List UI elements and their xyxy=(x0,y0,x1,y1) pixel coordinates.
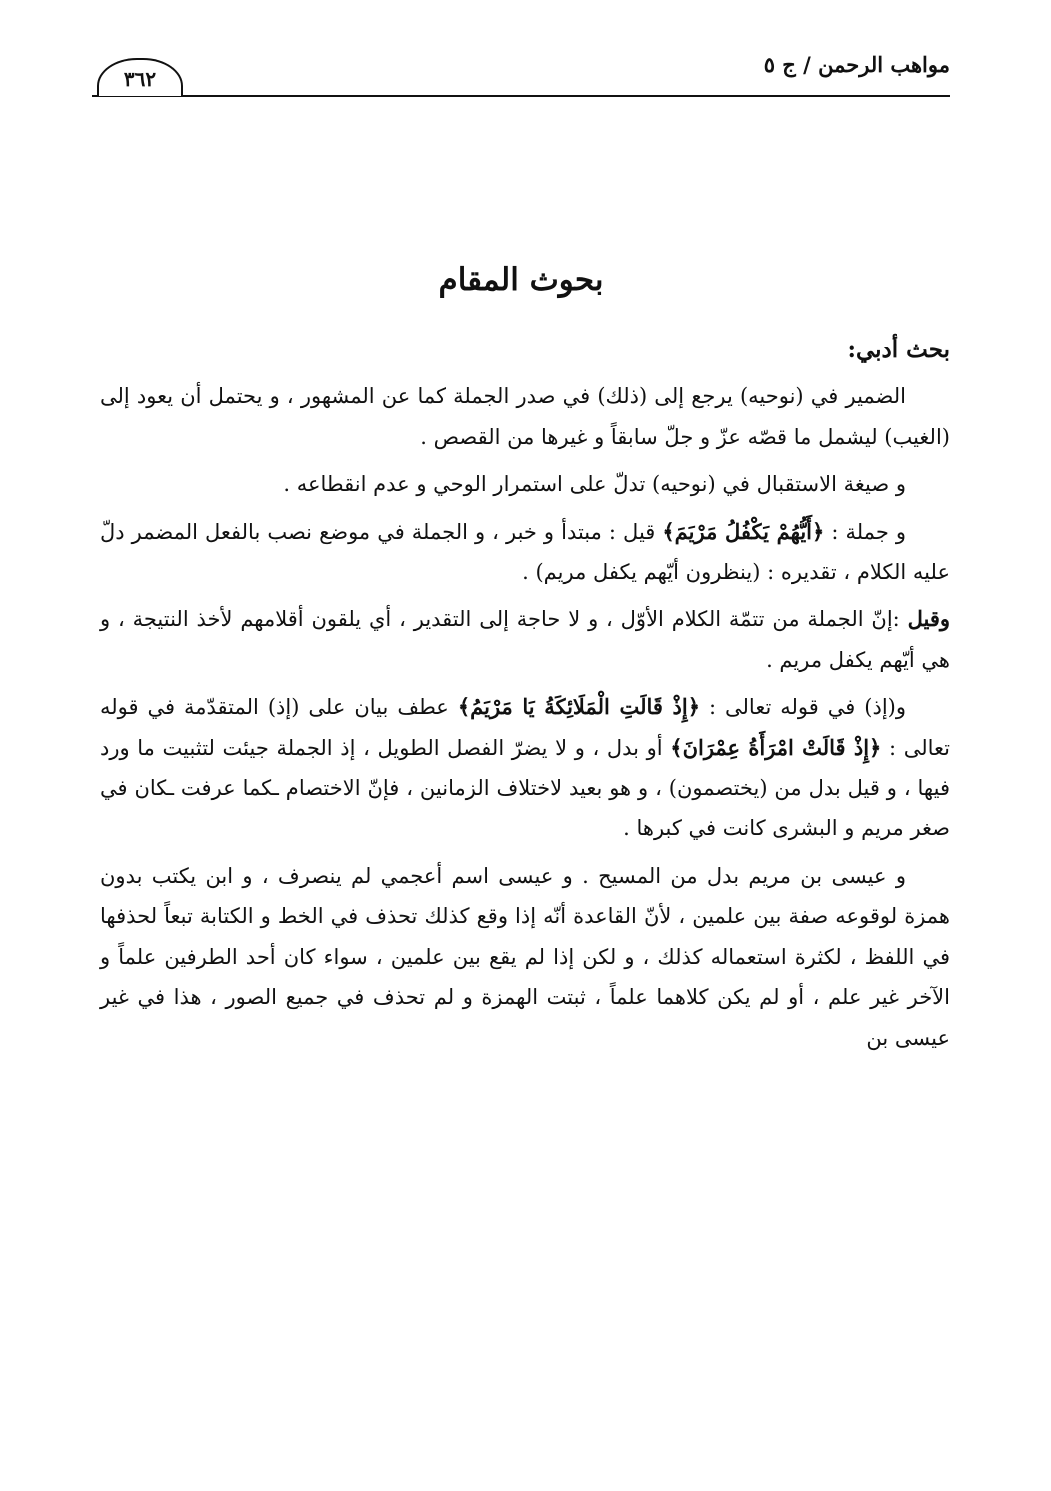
paragraph xyxy=(100,512,950,593)
quran-quote: ﴿إِذْ قَالَتْ امْرَأَةُ عِمْرَانَ﴾ xyxy=(670,734,882,760)
paragraph-text: و عيسى بن مريم بدل من المسيح . و عيسى اسم أعجمي لم ينصرف ، و ابن يكتب بدون همزة لوقوعه صفة بين علمين ، لأنّ القاعدة أنّه إذا وقع كذلك تحذف في الخط و الكتابة تبعاً لحذفها في اللفظ ، لكثرة استعماله كذلك ، و لكن إذا لم يقع بين علمين ، سواء كان أحد الطرفين علماً و الآخر غير علم ، أو لم يكن كلاهما علماً ، ثبتت الهمزة و لم تحذف في جميع الصور ، هذا في غير عيسى بن xyxy=(100,863,950,1050)
paragraph-text: و جملة : xyxy=(824,519,906,544)
quran-quote: ﴿إِذْ قَالَتِ الْمَلَائِكَةُ يَا مَرْيَمُ﴾ xyxy=(457,694,700,720)
page-number: ٣٦٢ xyxy=(97,58,183,96)
paragraph-text: و صيغة الاستقبال في (نوحيه) تدلّ على استمرار الوحي و عدم انقطاعه . xyxy=(283,472,906,497)
paragraph-text: و(إذ) في قوله تعالى : xyxy=(700,695,907,720)
paragraph xyxy=(100,599,950,680)
paragraph xyxy=(100,856,950,1058)
paragraph-lead: وقيل xyxy=(907,606,950,632)
running-header xyxy=(92,40,950,96)
paragraph xyxy=(100,464,950,504)
quran-quote: ﴿أَيُّهُمْ يَكْفُلُ مَرْيَمَ﴾ xyxy=(662,518,825,544)
header-title: مواهب الرحمن / ج ٥ xyxy=(763,52,950,77)
header-rule xyxy=(92,95,950,97)
subheading: بحث أدبي: xyxy=(847,336,950,363)
paragraph-text: قيل : مبتدأ و خبر ، و الجملة في موضع نصب بالفعل المضمر دلّ عليه الكلام ، تقديره : (ينظرون أيّهم يكفل مريم) . xyxy=(100,519,950,585)
paragraph-text: الضمير في (نوحيه) يرجع إلى (ذلك) في صدر الجملة كما عن المشهور ، و يحتمل أن يعود إلى (الغيب) ليشمل ما قصّه عزّ و جلّ سابقاً و غيرها من القصص . xyxy=(100,384,950,449)
paragraph xyxy=(100,376,950,457)
paragraph-text: أو بدل ، و لا يضرّ الفصل الطويل ، إذ الجملة جيئت لتثبيت ما ورد فيها ، و قيل بدل من (يختصمون) ، و هو بعيد لاختلاف الزمانين ، فإنّ الاختصام ـكما عرفت ـكان في صغر مريم و البشرى كانت في كبرها . xyxy=(100,735,950,841)
paragraph-text: عطف بيان على (إذ) المتقدّمة في قوله تعالى : xyxy=(100,695,950,760)
paragraph xyxy=(100,687,950,849)
section-title: بحوث المقام xyxy=(438,262,604,298)
paragraph-text: :إنّ الجملة من تتمّة الكلام الأوّل ، و لا حاجة إلى التقدير ، أي يلقون أقلامهم لأخذ النتيجة ، و هي أيّهم يكفل مريم . xyxy=(100,607,950,672)
page-body xyxy=(100,330,950,1058)
